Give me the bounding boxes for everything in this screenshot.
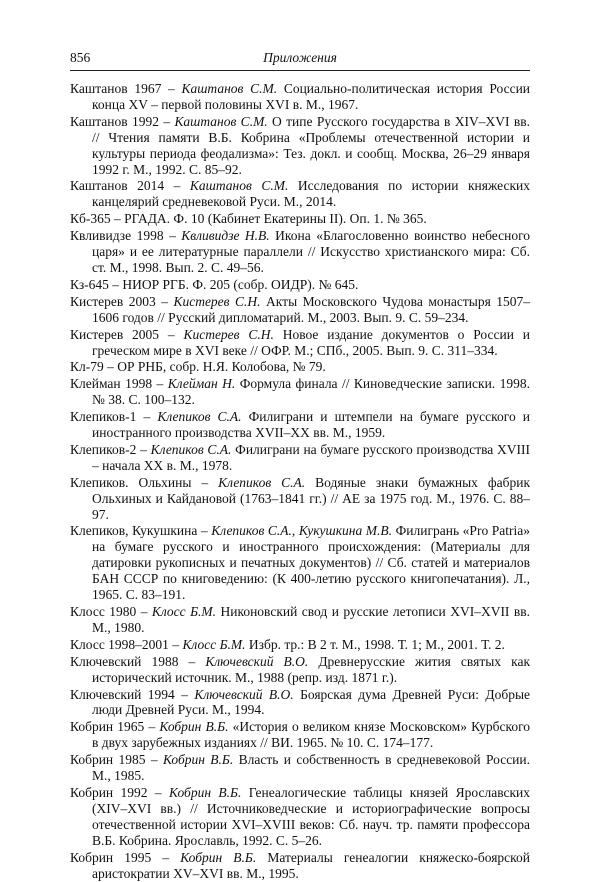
- bibliography-entry: [70, 409, 530, 441]
- entry-author: Клепиков С.А., Кукушкина М.В.: [211, 523, 393, 539]
- page-header: [70, 48, 530, 71]
- entry-author: Кобрин В.Б.: [162, 752, 234, 768]
- entry-author: Клепиков С.А.: [157, 409, 242, 425]
- entry-author: Квливидзе Н.В.: [181, 228, 270, 244]
- entry-key: Кистерев 2005: [70, 326, 160, 342]
- entry-author: Клепиков С.А.: [150, 441, 232, 457]
- bibliography-entry: [70, 277, 530, 293]
- separator: –: [145, 752, 163, 768]
- entry-author: Клосс Б.М.: [182, 636, 246, 652]
- entry-key: Каштанов 1992: [70, 113, 159, 129]
- entry-text: Боярская дума Древней Руси: Добрые люди Древней Руси. М., 1994.: [92, 686, 531, 718]
- entry-text: Генеалогические таблицы князей Ярославских (XIV–XVI вв.) // Источниковедческие и историографические вопросы отечественной истории XVI–XVIII веков: Сб. науч. тр. памяти профессора В.Б. Кобрина. Ярославль, 1992. С. 5–26.: [92, 784, 531, 848]
- entry-text: Филиграни на бумаге русского производства XVIII – начала XX в. М., 1978.: [92, 441, 530, 473]
- entry-key: Клепиков-2: [70, 441, 137, 457]
- bibliography-entry: [70, 294, 530, 326]
- bibliography-entry: [70, 327, 530, 359]
- bibliography-entry: [70, 228, 530, 276]
- separator: –: [136, 409, 158, 425]
- separator: –: [110, 211, 125, 227]
- entry-key: Кобрин 1965: [70, 719, 145, 735]
- entry-author: Каштанов С.М.: [181, 81, 278, 96]
- bibliography-entry: [70, 359, 530, 375]
- bibliography-entry: [70, 81, 530, 113]
- page-number: 856: [70, 50, 91, 65]
- entry-author: Клейман Н.: [167, 376, 236, 392]
- entry-key: Каштанов 1967: [70, 81, 162, 96]
- entry-text: Филигрань «Pro Patria» на бумаге русского и иностранного происхождения: (Материалы для датировки рукописных и печатных документов) // Сб. статей и материалов БАН СССР по книговедению: (К 400-летию русского книгопечатания). Л., 1965. С. 83–191.: [92, 523, 530, 603]
- separator: –: [164, 178, 190, 194]
- bibliography-entry: [70, 211, 530, 227]
- separator: –: [191, 474, 219, 490]
- entry-text: Исследования по истории княжеских канцелярий средневековой Руси. М., 2014.: [92, 178, 530, 210]
- separator: –: [155, 293, 174, 309]
- entry-text: О типе Русского государства в XIV–XVI вв. // Чтения памяти В.Б. Кобрина «Проблемы отечественной истории и культуры периода феодализма»: Тез. докл. и сообщ. Москва, 26–29 января 1992 г. М., 1992. С. 85–92.: [92, 113, 531, 177]
- bibliography-entry: [70, 654, 530, 686]
- entry-author: Каштанов С.М.: [174, 113, 268, 129]
- bibliography-entry: [70, 604, 530, 636]
- entry-text: Социально-политическая история России конца XV – первой половины XVI в. М., 1967.: [92, 81, 531, 112]
- entry-author: Ключевский В.О.: [205, 653, 309, 669]
- entry-text: Материалы генеалогии княжеско-боярской аристократии XV–XVI вв. М., 1995.: [92, 849, 531, 881]
- entry-key: Кобрин 1985: [70, 752, 146, 768]
- entry-author: Клепиков С.А.: [218, 474, 306, 490]
- entry-key: Кистерев 2003: [70, 293, 156, 309]
- entry-text: Формула финала // Киноведческие записки. 1998. № 38. С. 100–132.: [92, 376, 530, 408]
- running-title: Приложения: [263, 50, 337, 65]
- entry-key: Клепиков. Ольхины: [70, 474, 192, 490]
- separator: –: [158, 113, 175, 129]
- entry-text: Икона «Благословенно воинство небесного царя» и ее литературные параллели // Искусство христианского мира: Сб. ст. М., 1998. Вып. 2. С. 49–56.: [92, 228, 531, 275]
- entry-key: Ключевский 1988: [70, 653, 179, 669]
- entry-text: ОР РНБ, собр. Н.Я. Колобова, № 79.: [117, 359, 326, 375]
- bibliography-entry: [70, 523, 530, 603]
- separator: –: [144, 719, 160, 735]
- separator: –: [151, 849, 181, 865]
- entry-author: Кобрин В.Б.: [180, 849, 257, 865]
- entry-key: Кл-79: [70, 359, 104, 375]
- entry-key: Клосс 1998–2001: [70, 636, 169, 652]
- entry-author: Кистерев С.Н.: [183, 326, 274, 342]
- entry-text: Водяные знаки бумажных фабрик Ольхиных и Кайдановой (1763–1841 гг.) // АЕ за 1975 год. М., 1976. С. 88–97.: [92, 474, 531, 522]
- separator: –: [152, 376, 168, 392]
- entry-text: «История о великом князе Московском» Курбского в двух зарубежных изданиях // ВИ. 1965. № 10. С. 174–177.: [92, 719, 531, 751]
- bibliography-entry: [70, 637, 530, 653]
- bibliography-entry: [70, 850, 530, 882]
- separator: –: [197, 523, 212, 539]
- entry-key: Клепиков-1: [70, 409, 137, 425]
- entry-key: Клейман 1998: [70, 376, 153, 392]
- bibliography-entry: [70, 114, 530, 178]
- separator: –: [161, 81, 182, 96]
- bibliography-entry: [70, 687, 530, 719]
- bibliography-entry: [70, 719, 530, 751]
- entry-key: Каштанов 2014: [70, 178, 165, 194]
- separator: –: [163, 228, 182, 244]
- separator: –: [159, 326, 184, 342]
- bibliography-entry: [70, 442, 530, 474]
- separator: –: [147, 784, 170, 800]
- entry-text: Филиграни и штемпели на бумаге русского и иностранного производства XVII–XX вв. М., 1959.: [92, 409, 531, 441]
- bibliography-entry: [70, 376, 530, 408]
- entry-author: Ключевский В.О.: [194, 686, 294, 702]
- entry-author: Каштанов С.М.: [189, 178, 289, 194]
- bibliography-entry: [70, 752, 530, 784]
- entry-text: Никоновский свод и русские летописи XVI–XVII вв. М., 1980.: [92, 604, 530, 635]
- entry-key: Кб-365: [70, 211, 111, 227]
- entry-author: Кобрин В.Б.: [169, 784, 242, 800]
- entry-key: Клосс 1980: [70, 604, 137, 619]
- entry-author: Кистерев С.Н.: [173, 293, 261, 309]
- separator: –: [168, 636, 183, 652]
- entry-key: Ключевский 1994: [70, 686, 175, 702]
- entry-text: РГАДА. Ф. 10 (Кабинет Екатерины II). Оп. 1. № 365.: [124, 211, 427, 227]
- separator: –: [174, 686, 195, 702]
- entry-text: НИОР РГБ. Ф. 205 (собр. ОИДР). № 645.: [122, 276, 359, 292]
- entry-key: Клепиков, Кукушкина: [70, 523, 198, 539]
- entry-key: Кобрин 1992: [70, 784, 148, 800]
- entry-text: Новое издание документов о России и греческом мире в XVI веке // ОФР. М.; СПб., 2005. Вып. 9. С. 311–334.: [92, 326, 531, 358]
- entry-author: Кобрин В.Б.: [159, 719, 229, 735]
- bibliography-entry: [70, 785, 530, 849]
- separator: –: [136, 604, 152, 619]
- entry-text: Древнерусские жития святых как исторический источник. М., 1988 (репр. изд. 1871 г.).: [92, 653, 531, 685]
- bibliography-entry: [70, 475, 530, 523]
- entry-key: Кобрин 1995: [70, 849, 152, 865]
- separator: –: [136, 441, 151, 457]
- entry-text: Акты Московского Чудова монастыря 1507–1606 годов // Русский дипломатарий. М., 2003. Вып. 9. С. 59–234.: [92, 293, 531, 325]
- entry-author: Клосс Б.М.: [151, 604, 217, 619]
- separator: –: [103, 359, 118, 375]
- entry-key: Квливидзе 1998: [70, 228, 164, 244]
- bibliography-list: [70, 81, 530, 882]
- bibliography-entry: [70, 178, 530, 210]
- separator: –: [108, 276, 123, 292]
- entry-text: Избр. тр.: В 2 т. М., 1998. Т. 1; М., 2001. Т. 2.: [248, 636, 505, 652]
- separator: –: [178, 653, 206, 669]
- entry-text: Власть и собственность в средневековой России. М., 1985.: [92, 752, 531, 784]
- entry-key: Кз-645: [70, 276, 109, 292]
